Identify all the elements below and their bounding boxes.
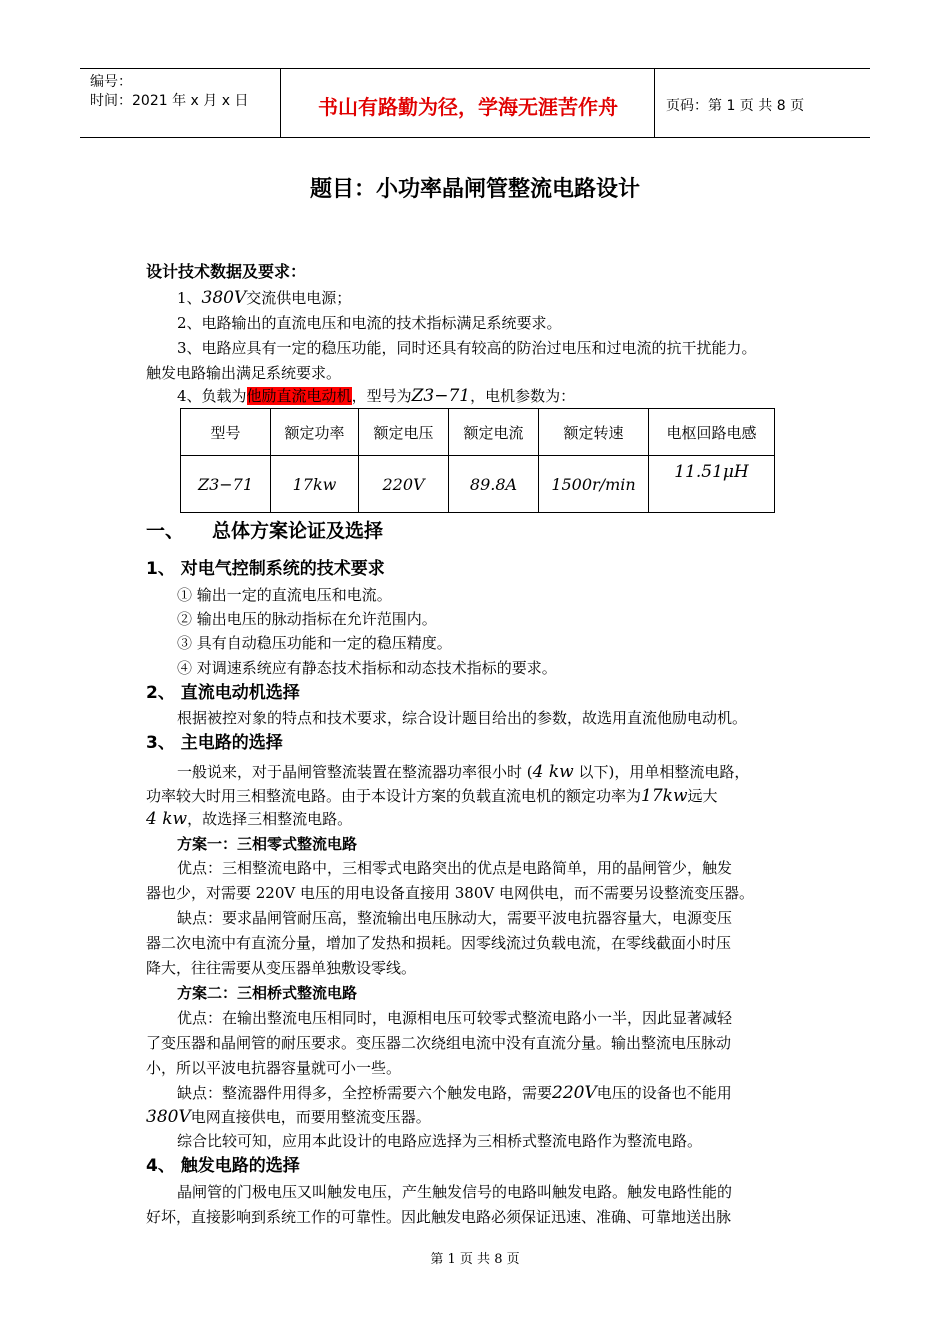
paragraph-line: 综合比较可知，应用本此设计的电路应选择为三相桥式整流电路作为整流电路。 [177,1132,703,1150]
document-header [80,68,870,138]
requirement-item-2: 2、电路输出的直流电压和电流的技术指标满足系统要求。 [177,314,562,332]
list-item: ② 输出电压的脉动指标在允许范围内。 [177,610,437,628]
text: 电网直接供电，而要用整流变压器。 [190,1108,431,1126]
motor-parameter-table [180,408,775,513]
header-time: 时间：2021 年 x 月 x 日 [90,93,249,109]
item-prefix: 4、负载为 [177,387,247,405]
math-220v: 220V [552,1083,597,1103]
math-380v: 380V [146,1107,191,1127]
header-number: 编号： [90,74,132,90]
plan-title: 方案一：三相零式整流电路 [177,835,358,853]
subsection-heading: 2、 直流电动机选择 [146,683,300,703]
requirement-item-1 [177,288,351,308]
text: 远大 [687,787,718,805]
header-divider [280,69,281,137]
paragraph-line [146,1107,431,1127]
paragraph-line: 了变压器和晶闸管的耐压要求。变压器二次绕组电流中没有直流分量。输出整流电压脉动 [146,1034,732,1052]
table-cell: 17kw [271,456,359,513]
paragraph-line: 优点：在输出整流电压相同时，电源相电压可较零式整流电路小一半，因此显著减轻 [177,1009,733,1027]
text: 以下)，用单相整流电路， [573,763,750,781]
highlighted-text: 他励直流电动机 [246,387,352,405]
paragraph-line: 好坏，直接影响到系统工作的可靠性。因此触发电路必须保证迅速、准确、可靠地送出脉 [146,1208,732,1226]
math-380v: 380V [201,288,247,308]
item-text: ，电机参数为： [470,387,576,405]
header-divider [654,69,655,137]
table-header-cell: 额定电流 [449,409,539,456]
paragraph-line: 器也少，对需要 220V 电压的用电设备直接用 380V 电网供电，而不需要另设整流变压器。 [146,884,755,902]
item-text: 交流供电电源； [246,289,352,307]
table-header-cell: 额定电压 [359,409,449,456]
paragraph-line: 晶闸管的门极电压又叫触发电压，产生触发信号的电路叫触发电路。触发电路性能的 [177,1183,733,1201]
header-page-info: 页码：第 1 页 共 8 页 [666,98,805,114]
table-cell: 89.8A [449,456,539,513]
paragraph-line [146,786,718,806]
section-heading: 总体方案论证及选择 [212,520,384,542]
table-header-row [181,409,775,456]
table-cell: 11.51μH [649,456,775,513]
page-footer: 第 1 页 共 8 页 [430,1252,520,1267]
math-4kw: 4 kw [532,762,574,782]
table-cell: 220V [359,456,449,513]
paragraph-line: 降大，往往需要从变压器单独敷设零线。 [146,959,417,977]
table-header-cell: 额定功率 [271,409,359,456]
table-header-cell: 型号 [181,409,271,456]
text: ，故选择三相整流电路。 [187,810,353,828]
requirement-item-4 [177,386,575,406]
text: 一般说来，对于晶闸管整流装置在整流器功率很小时 ( [177,763,533,781]
list-item: ① 输出一定的直流电压和电流。 [177,586,392,604]
subsection-heading: 4、 触发电路的选择 [146,1156,300,1176]
header-meta [90,73,248,111]
table-row [181,456,775,513]
math-4kw: 4 kw [146,809,188,829]
paragraph-line: 小，所以平波电抗器容量就可小一些。 [146,1059,402,1077]
subsection-heading: 1、 对电气控制系统的技术要求 [146,559,385,579]
paragraph-line: 缺点：要求晶闸管耐压高，整流输出电压脉动大，需要平波电抗器容量大，电源变压 [177,909,733,927]
subsection-heading: 3、 主电路的选择 [146,733,283,753]
list-item: ④ 对调速系统应有静态技术指标和动态技术指标的要求。 [177,659,557,677]
paragraph-line: 器二次电流中有直流分量，增加了发热和损耗。因零线流过负载电流，在零线截面小时压 [146,934,732,952]
text: 功率较大时用三相整流电路。由于本设计方案的负载直流电机的额定功率为 [146,787,642,805]
table-header-cell: 电枢回路电感 [649,409,775,456]
list-item: ③ 具有自动稳压功能和一定的稳压精度。 [177,634,452,652]
requirement-item-3-line-1: 3、电路应具有一定的稳压功能，同时还具有较高的防治过电压和过电流的抗干扰能力。 [177,339,757,357]
item-text: ，型号为 [351,387,412,405]
math-17kw: 17kw [641,786,688,806]
document-title: 题目：小功率晶闸管整流电路设计 [309,177,640,202]
requirements-heading: 设计技术数据及要求： [146,262,307,281]
section-number: 一、 [146,520,185,542]
plan-title: 方案二：三相桥式整流电路 [177,984,358,1002]
table-cell: 1500r/min [539,456,649,513]
paragraph-line [177,762,749,782]
text: 缺点：整流器件用得多，全控桥需要六个触发电路，需要 [177,1084,553,1102]
table-header-cell: 额定转速 [539,409,649,456]
paragraph: 根据被控对象的特点和技术要求，综合设计题目给出的参数，故选用直流他励电动机。 [177,709,748,727]
paragraph-line [177,1083,732,1103]
item-prefix: 1、 [177,289,202,307]
math-model: Z3−71 [411,386,471,406]
requirement-item-3-line-2: 触发电路输出满足系统要求。 [146,364,342,382]
table-cell: Z3−71 [181,456,271,513]
paragraph-line [146,809,352,829]
header-motto: 书山有路勤为径，学海无涯苦作舟 [318,95,618,119]
text: 电压的设备也不能用 [596,1084,732,1102]
paragraph-line: 优点：三相整流电路中，三相零式电路突出的优点是电路简单，用的晶闸管少，触发 [177,859,733,877]
